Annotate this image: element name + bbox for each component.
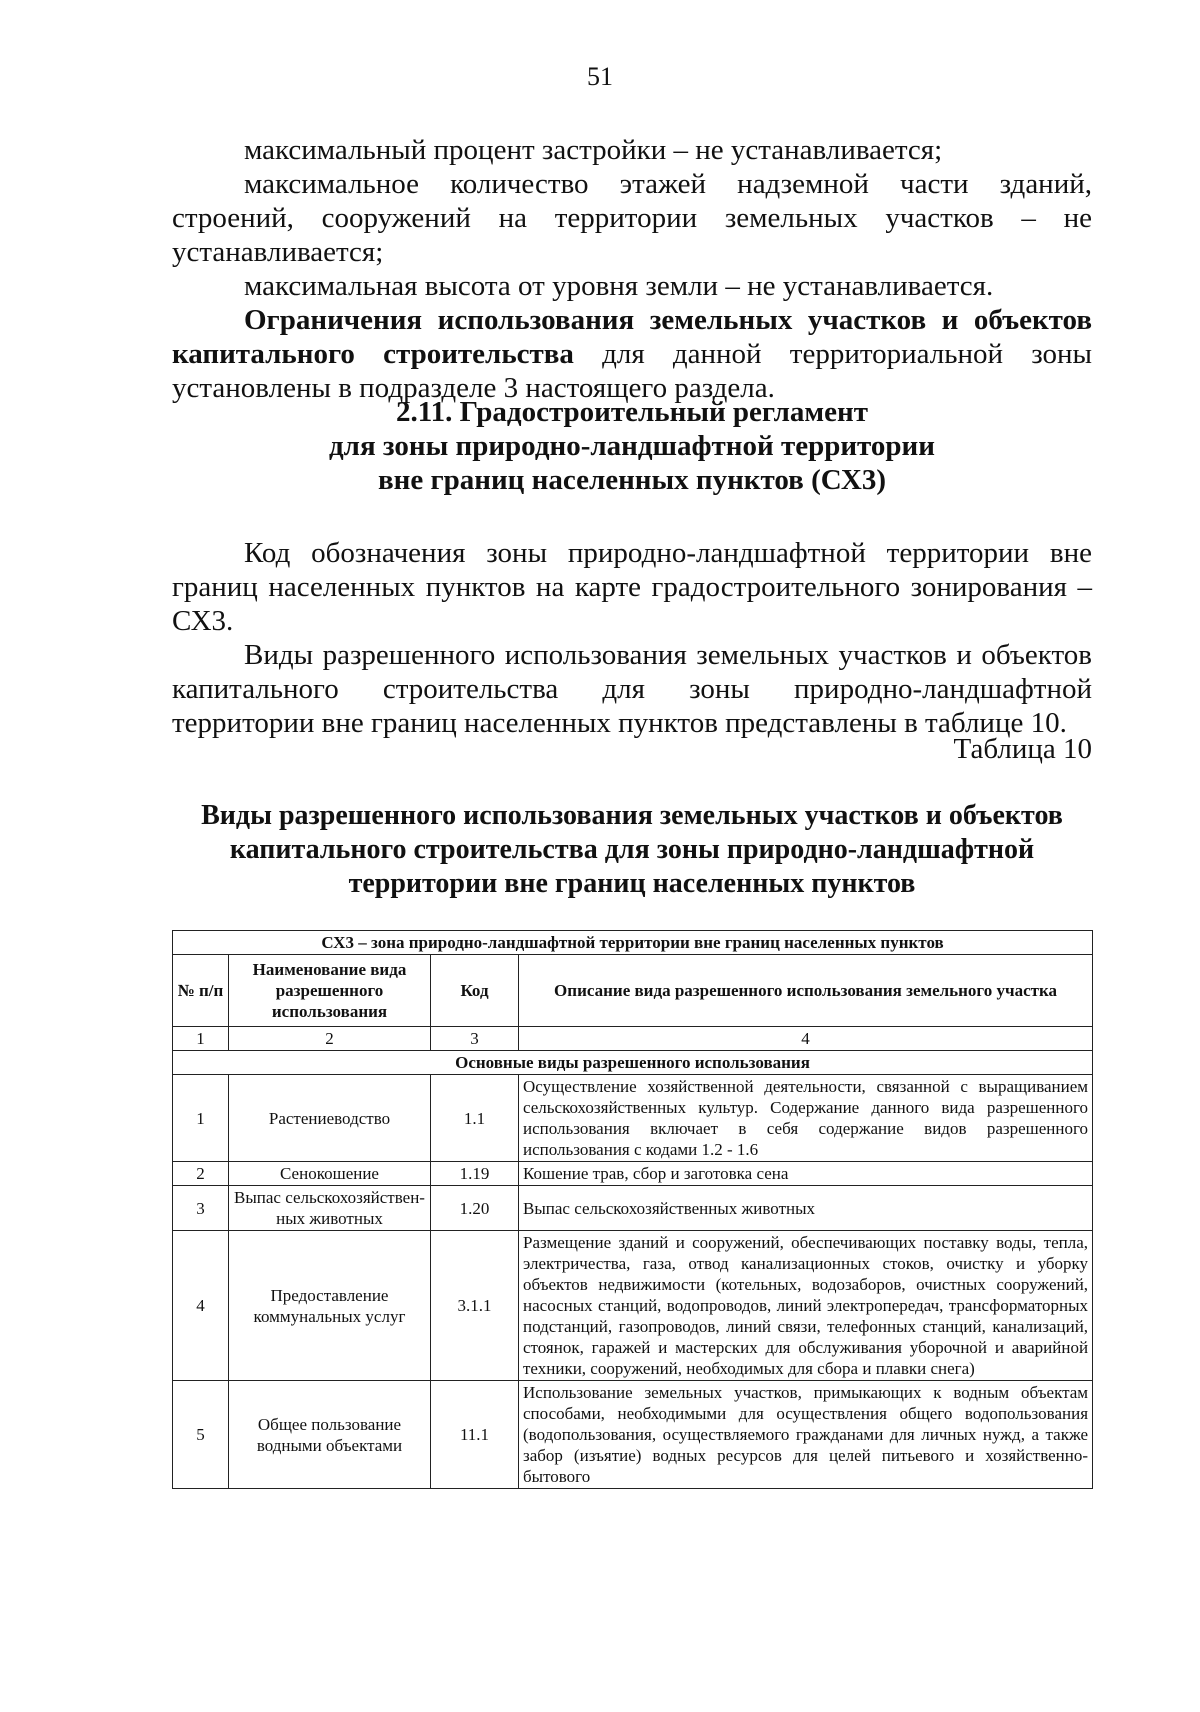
- table-title-line-2: капитального строительства для зоны природно-ландшафтной: [229, 834, 1035, 865]
- row-desc: Кошение трав, сбор и заготовка сена: [519, 1162, 1093, 1186]
- table-title: [172, 799, 1092, 901]
- row-code: 11.1: [431, 1381, 519, 1489]
- intro-line-1: максимальный процент застройки – не устанавливается;: [244, 134, 943, 166]
- row-desc: Использование земельных участков, примыкающих к водным объектам способами, необходимыми для осуществления общего водопользования (водопользования, осуществляемого гражданами для личных нужд, а также забор (изъятие) водных ресурсов для целей питьевого и хозяйственно-бытового: [519, 1381, 1093, 1489]
- permitted-uses-paragraph: Виды разрешенного использования земельных участков и объектов капитального строительства для зоны природно-ландшафтной территории вне границ населенных пунктов представлены в таблице 10.: [172, 639, 1092, 739]
- col-number-1: 1: [173, 1027, 229, 1051]
- column-header-row: [173, 955, 1093, 1027]
- row-name: Сенокошение: [229, 1162, 431, 1186]
- row-code: 3.1.1: [431, 1231, 519, 1381]
- row-name: Общее пользование водными объектами: [229, 1381, 431, 1489]
- row-name: Предоставление коммунальных услуг: [229, 1231, 431, 1381]
- col-header-name: Наименование вида разрешенного использования: [229, 955, 431, 1027]
- intro-block: [172, 133, 1092, 405]
- section-title-line-3: вне границ населенных пунктов (СХ3): [377, 464, 887, 496]
- section-body: [172, 536, 1092, 740]
- intro-paragraph-4: [172, 303, 1092, 405]
- row-num: 5: [173, 1381, 229, 1489]
- table-row: [173, 1381, 1093, 1489]
- intro-paragraph-2: максимальное количество этажей надземной части зданий, строений, сооружений на территории земельных участков – не устанавливается;: [172, 168, 1092, 268]
- row-num: 2: [173, 1162, 229, 1186]
- table-title-line-1: Виды разрешенного использования земельных участков и объектов: [201, 800, 1063, 831]
- group-title-row: [173, 1051, 1093, 1075]
- row-num: 4: [173, 1231, 229, 1381]
- restrictions-bold-text: Ограничения использования земельных участков и объектов капитального строительства: [172, 304, 1092, 370]
- column-number-row: [173, 1027, 1093, 1051]
- zone-code-paragraph: Код обозначения зоны природно-ландшафтной территории вне границ населенных пунктов на карте градостроительного зонирования – СХ3.: [172, 537, 1092, 637]
- row-name: Растениеводство: [229, 1075, 431, 1162]
- section-title-line-1: 2.11. Градостроительный регламент: [396, 396, 868, 428]
- table-row: [173, 1162, 1093, 1186]
- row-code: 1.20: [431, 1186, 519, 1231]
- section-title: [172, 395, 1092, 497]
- col-number-3: 3: [431, 1027, 519, 1051]
- row-num: 3: [173, 1186, 229, 1231]
- table-row: [173, 1186, 1093, 1231]
- col-number-4: 4: [519, 1027, 1093, 1051]
- zone-header: СХ3 – зона природно-ландшафтной территории вне границ населенных пунктов: [173, 931, 1093, 955]
- col-header-desc: Описание вида разрешенного использования земельного участка: [519, 955, 1093, 1027]
- table-row: [173, 1075, 1093, 1162]
- zone-header-row: [173, 931, 1093, 955]
- table-caption: Таблица 10: [953, 733, 1092, 765]
- row-code: 1.1: [431, 1075, 519, 1162]
- table-title-line-3: территории вне границ населенных пунктов: [348, 868, 916, 899]
- row-desc: Выпас сельскохозяйственных животных: [519, 1186, 1093, 1231]
- col-header-num: № п/п: [173, 955, 229, 1027]
- row-code: 1.19: [431, 1162, 519, 1186]
- permitted-uses-table: [172, 930, 1093, 1489]
- group-title: Основные виды разрешенного использования: [173, 1051, 1093, 1075]
- col-header-code: Код: [431, 955, 519, 1027]
- col-number-2: 2: [229, 1027, 431, 1051]
- intro-line-3: максимальная высота от уровня земли – не устанавливается.: [244, 270, 994, 302]
- section-title-line-2: для зоны природно-ландшафтной территории: [329, 430, 935, 462]
- page-number: 51: [587, 62, 613, 91]
- row-name: Выпас сельскохозяйствен-ных животных: [229, 1186, 431, 1231]
- row-num: 1: [173, 1075, 229, 1162]
- restrictions-rest-text: для данной территориальной зоны установлены в подразделе 3 настоящего раздела.: [172, 338, 1093, 404]
- table-row: [173, 1231, 1093, 1381]
- row-desc: Осуществление хозяйственной деятельности, связанной с выращиванием сельскохозяйственных культур. Содержание данного вида разрешенного использования включает в себя содержание видов разрешенного использования с кодами 1.2 - 1.6: [519, 1075, 1093, 1162]
- row-desc: Размещение зданий и сооружений, обеспечивающих поставку воды, тепла, электричества, газа, отвод канализационных стоков, очистку и уборку объектов недвижимости (котельных, водозаборов, очистных сооружений, насосных станций, водопроводов, линий электропередач, трансформаторных подстанций, газопроводов, линий связи, телефонных станций, канализаций, стоянок, гаражей и мастерских для обслуживания уборочной и аварийной техники, сооружений, необходимых для сбора и плавки снега): [519, 1231, 1093, 1381]
